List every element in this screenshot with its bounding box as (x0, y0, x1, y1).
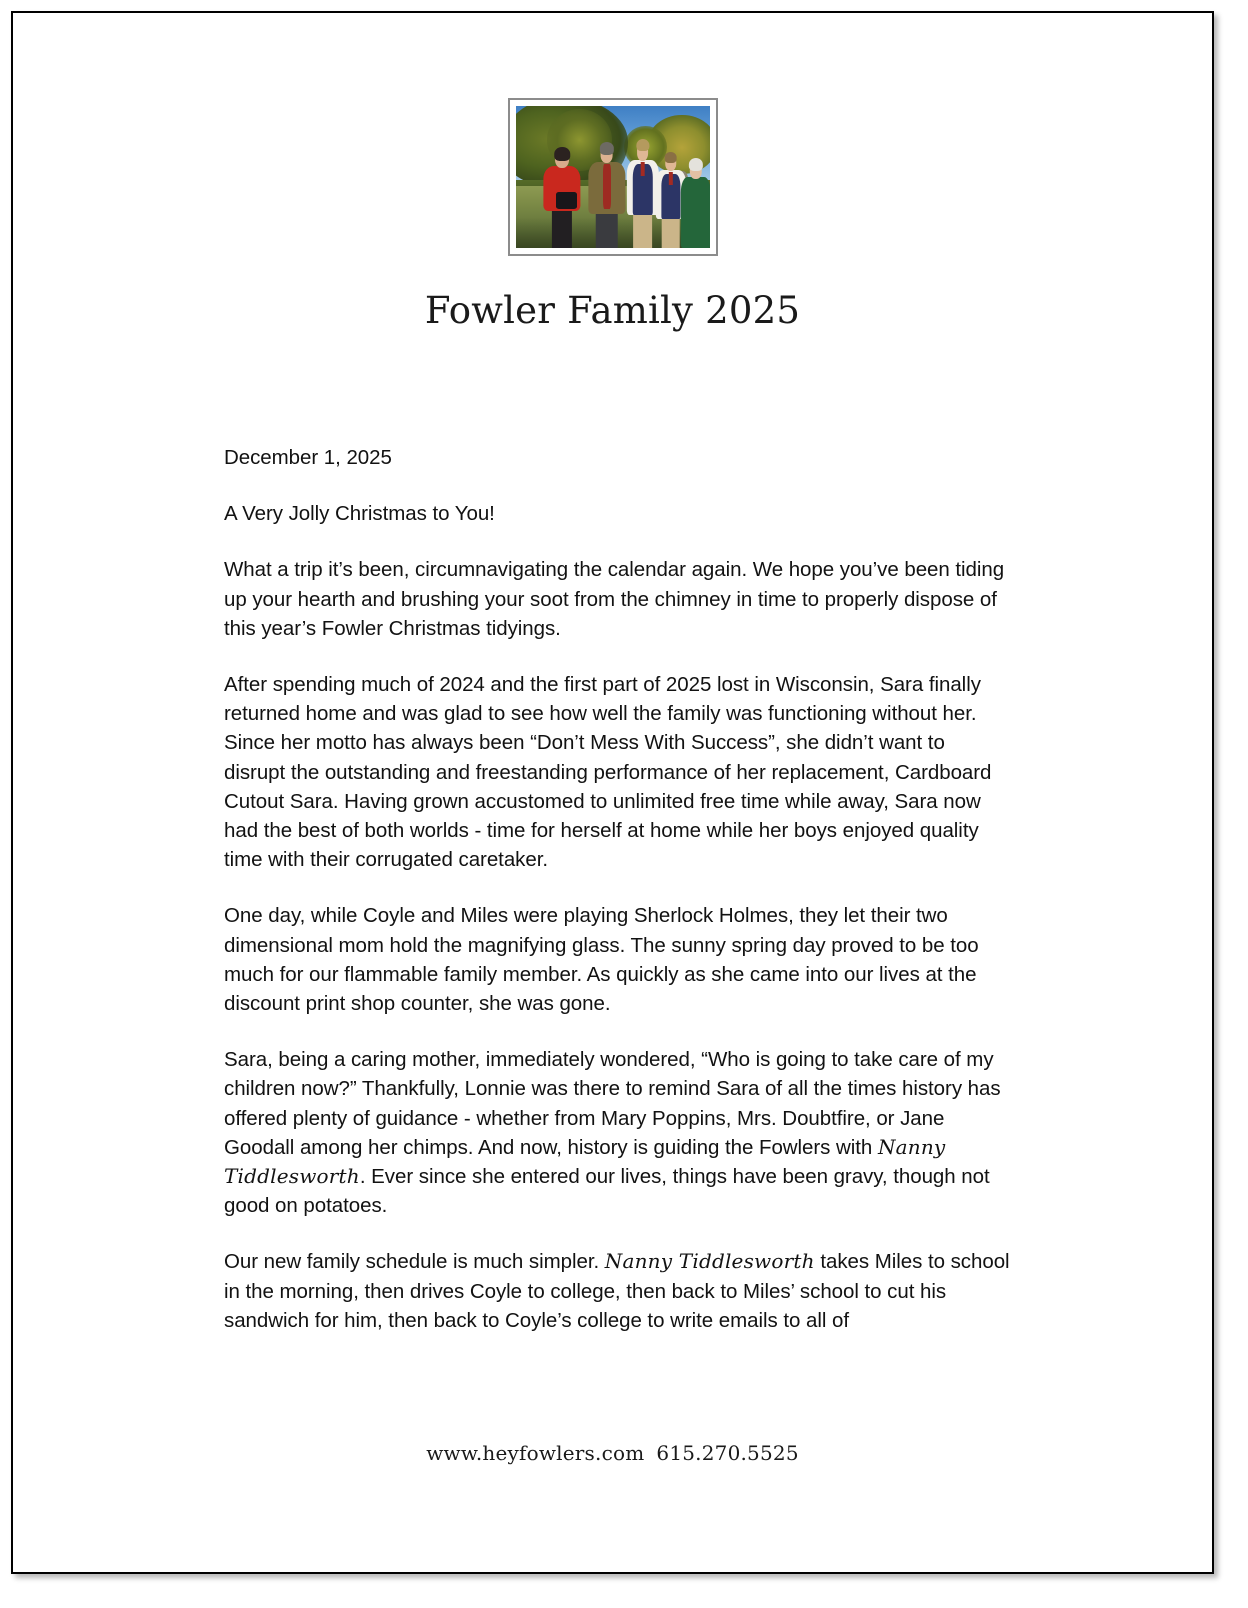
letter-paragraph-3: One day, while Coyle and Miles were playing Sherlock Holmes, they let their two dimensional mom hold the magnifying glass. The sunny spring day proved to be too much for our flammable family member. As quickly as she came into our lives at the discount print shop counter, she was gone. (224, 904, 979, 1016)
photo-person-boy-tall (626, 132, 659, 248)
page-footer (13, 1441, 1212, 1465)
photo-person-tie (669, 172, 673, 184)
letter-body (224, 443, 1010, 1335)
letter-paragraph-4 (224, 1045, 1010, 1220)
page-title: Fowler Family 2025 (424, 289, 801, 332)
footer-phone: 615.270.5525 (656, 1441, 799, 1465)
photo-block (13, 98, 1212, 256)
photo-person-legs (661, 215, 680, 248)
photo-person-scarf (603, 164, 611, 209)
photo-person-tie (640, 162, 645, 176)
letter-paragraph-2: After spending much of 2024 and the first part of 2025 lost in Wisconsin, Sara finally returned home and was glad to see how well the family was functioning without her. Since her motto has always been “Don’t Mess With Success”, she didn’t want to disrupt the outstanding and freestanding performance of her replacement, Cardboard Cutout Sara. Having grown accustomed to unlimited free time while away, Sara now had the best of both worlds - time for herself at home while her boys enjoyed quality time with their corrugated caretaker. (224, 673, 992, 872)
photo-person-hair (636, 139, 649, 152)
letter-greeting: A Very Jolly Christmas to You! (224, 502, 495, 526)
photo-person-legs (595, 209, 618, 248)
photo-person-hair (689, 158, 703, 171)
paragraph-text-before: Our new family schedule is much simpler. (224, 1250, 605, 1274)
photo-person-hair (599, 142, 613, 154)
photo-person-hair (554, 147, 570, 161)
paragraph-text-before: Sara, being a caring mother, immediately wondered, “Who is going to take care of my children now?” Thankfully, Lonnie was there to remind Sara of all the times history has offered plenty of guidance - whether from Mary Poppins, Mrs. Doubtfire, or Jane Goodall among her chimps. And now, history is guiding the Fowlers with (224, 1048, 1001, 1159)
letter-paragraph-1: What a trip it’s been, circumnavigating the calendar again. We hope you’ve been tiding up your hearth and brushing your soot from the chimney in time to properly dispose of this year’s Fowler Christmas tidyings. (224, 558, 1005, 640)
nanny-name-script: Nanny Tiddlesworth (604, 1249, 815, 1274)
photo-person-hair (664, 152, 677, 163)
letter-date: December 1, 2025 (224, 446, 392, 469)
family-photo-image (516, 106, 710, 248)
footer-website: www.heyfowlers.com (426, 1441, 645, 1465)
letter-paragraph-5 (224, 1247, 1010, 1335)
photo-person-bag (556, 192, 577, 209)
photo-person-woman-green (680, 154, 709, 248)
paragraph-text-after: . Ever since she entered our lives, things have been gravy, though not good on potatoes. (224, 1165, 990, 1218)
paragraph-text-after: takes Miles to school in the morning, then drives Coyle to college, then back to Miles’ school to cut his sandwich for him, then back to Coyle’s college to write emails to all of (224, 1250, 1010, 1332)
photo-frame (508, 98, 718, 256)
document-page (11, 11, 1214, 1574)
photo-person-legs (552, 207, 572, 248)
photo-person-man-olive (587, 134, 626, 248)
photo-person-dress (681, 177, 710, 248)
photo-person-woman-red (543, 140, 582, 248)
nanny-name-script: Nanny Tiddlesworth (224, 1134, 946, 1189)
photo-person-legs (633, 211, 653, 248)
